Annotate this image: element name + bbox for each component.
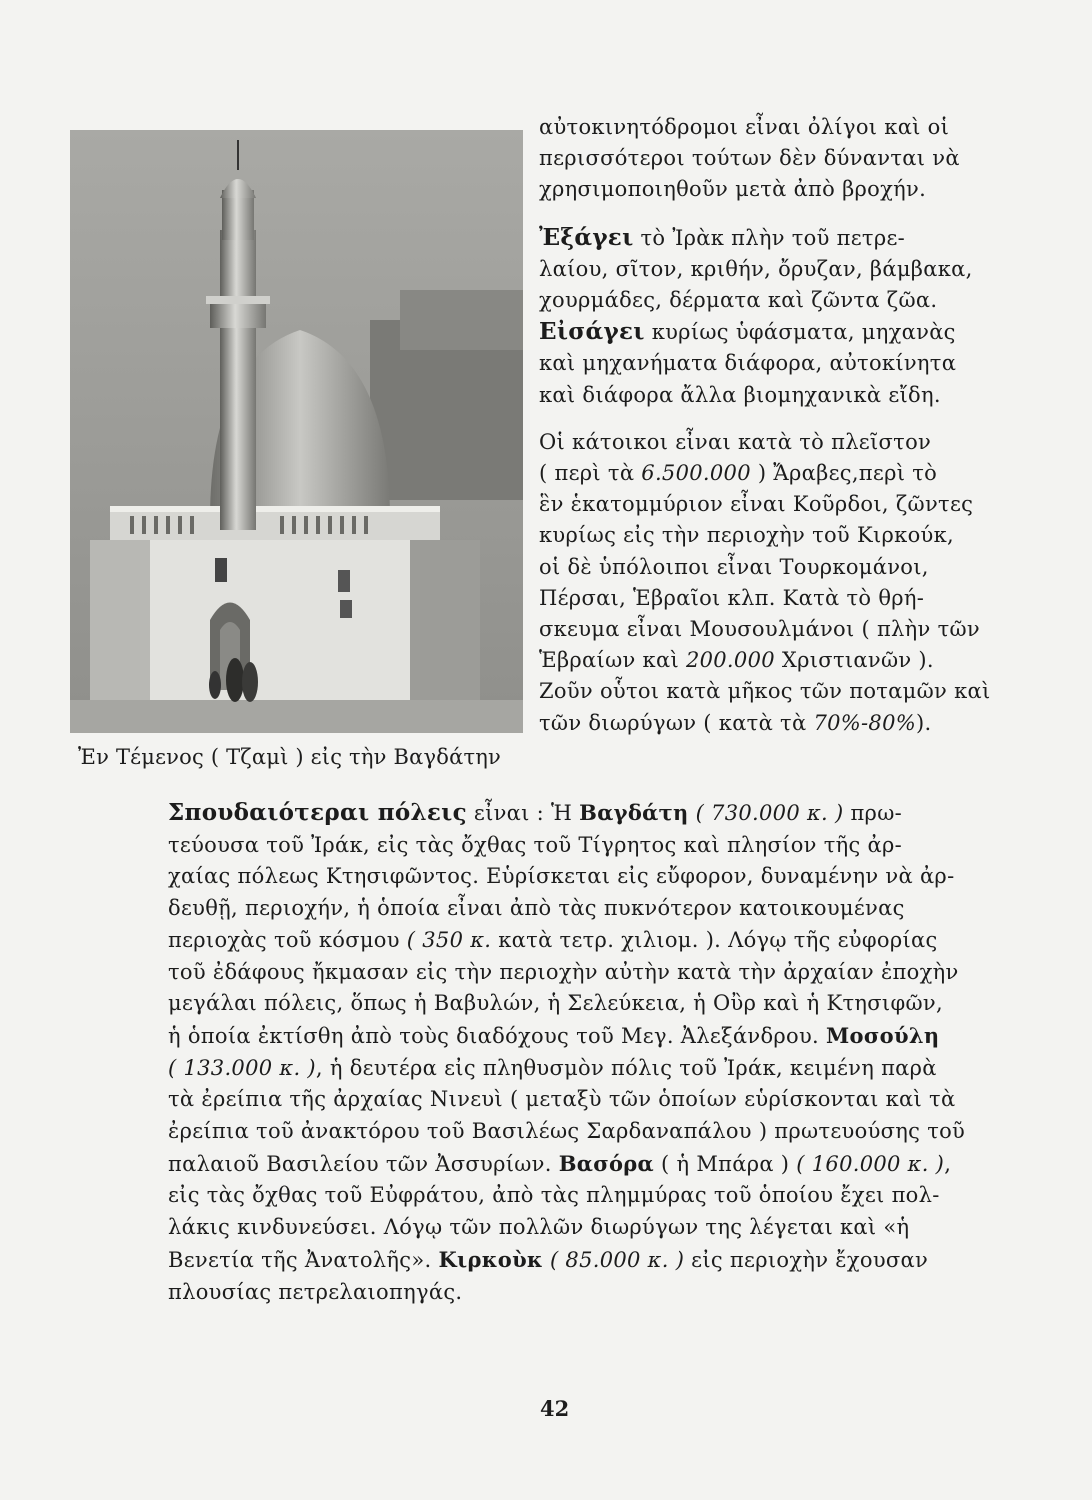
text-line: ( ἡ Μπάρα ) [654, 1151, 797, 1176]
population-figure: 6.500.000 [641, 461, 751, 486]
text-line: κατὰ τετρ. χιλιομ. ). Λόγῳ τῆς εὐφορίας [491, 927, 938, 952]
page-number: 42 [540, 1396, 570, 1421]
text-line: Χριστιανῶν ). [774, 648, 934, 673]
text-line: περισσότεροι τούτων δὲν δύνανται νὰ [539, 146, 960, 171]
photo-caption: Ἐν Τέμενος ( Τζαμὶ ) εἰς τὴν Βαγδάτην [78, 745, 502, 769]
population-figure: 200.000 [685, 648, 775, 673]
city-mosul: Μοσούλη [826, 1022, 940, 1048]
text-line: Ζοῦν οὗτοι κατὰ μῆκος τῶν ποταμῶν καὶ [539, 679, 991, 704]
right-column-text [539, 112, 991, 739]
city-basra: Βασόρα [558, 1150, 655, 1176]
mosque-photo [70, 130, 523, 733]
text-line: χρησιμοποιηθοῦν μετὰ ἀπὸ βροχήν. [539, 177, 927, 202]
text-line: πρω- [843, 801, 903, 825]
text-line: ἓν ἑκατομμύριον εἶναι Κοῦρδοι, ζῶντες [539, 492, 974, 517]
city-population: ( 160.000 κ. ) [796, 1151, 945, 1176]
city-kirkuk: Κιρκοὺκ [438, 1246, 543, 1272]
text-line: χαίας πόλεως Κτησιφῶντος. Εὑρίσκεται εἰς εὔφορον, δυναμένην νὰ ἀρ- [168, 864, 955, 889]
city-population: ( 85.000 κ. ) [542, 1247, 685, 1272]
text-line: κυρίως ὑφάσματα, μηχανὰς [644, 320, 956, 345]
city-population: ( 133.000 κ. ) [168, 1055, 316, 1080]
text-line: σκευμα εἶναι Μουσουλμάνοι ( πλὴν τῶν [539, 617, 981, 642]
text-line: αὐτοκινητόδρομοι εἶναι ὀλίγοι καὶ οἱ [539, 115, 950, 139]
text-line: οἱ δὲ ὑπόλοιποι εἶναι Τουρκομάνοι, [539, 554, 929, 579]
text-line: τεύουσα τοῦ Ἰράκ, εἰς τὰς ὄχθας τοῦ Τίγρητος καὶ πλησίον τῆς ἀρ- [168, 832, 903, 857]
text-line: , [944, 1151, 952, 1176]
text-line: ἡ ὁποία ἐκτίσθη ἀπὸ τοὺς διαδόχους τοῦ Μεγ. Ἀλεξάνδρου. [168, 1023, 826, 1048]
city-population: ( 730.000 κ. ) [688, 801, 844, 825]
text-line: ( περὶ τὰ [539, 461, 642, 486]
text-line: λαίου, σῖτον, κριθήν, ὄρυζαν, βάμβακα, [539, 256, 973, 281]
text-line: καὶ μηχανήματα διάφορα, αὐτοκίνητα [539, 351, 957, 376]
text-line: πλουσίας πετρελαιοπηγάς. [168, 1279, 463, 1304]
text-line: τὰ ἐρείπια τῆς ἀρχαίας Νινευὶ ( μεταξὺ τῶν ὁποίων εὑρίσκονται καὶ τὰ [168, 1087, 956, 1112]
text-line: τὸ Ἰρὰκ πλὴν τοῦ πετρε- [633, 225, 906, 250]
cities-paragraph [168, 797, 992, 1308]
text-line: μεγάλαι πόλεις, ὅπως ἡ Βαβυλών, ἡ Σελεύκεια, ἡ Οὒρ καὶ ἡ Κτησιφῶν, [168, 991, 943, 1016]
text-line: λάκις κινδυνεύσει. Λόγῳ τῶν πολλῶν διωρύγων της λέγεται καὶ «ἡ [168, 1215, 910, 1240]
text-line: Ἑβραίων καὶ [539, 648, 686, 673]
exports-label: Ἐξάγει [539, 223, 634, 251]
text-line: εἰς περιοχὴν ἔχουσαν [684, 1247, 929, 1272]
text-line: Οἱ κάτοικοι εἶναι κατὰ τὸ πλεῖστον [539, 429, 932, 454]
text-line: ) Ἄραβες,περὶ τὸ [750, 461, 938, 486]
text-line: παλαιοῦ Βασιλείου τῶν Ἀσσυρίων. [168, 1151, 559, 1176]
text-line: καὶ διάφορα ἄλλα βιομηχανικὰ εἴδη. [539, 382, 941, 407]
text-line: ). [916, 710, 932, 735]
text-line: περιοχὰς τοῦ κόσμου [168, 927, 407, 952]
text-line: τῶν διωρύγων ( κατὰ τὰ [539, 710, 814, 735]
text-line: ἐρείπια τοῦ ἀνακτόρου τοῦ Βασιλέως Σαρδαναπάλου ) πρωτευούσης τοῦ [168, 1119, 966, 1144]
text-line: κυρίως εἰς τὴν περιοχὴν τοῦ Κιρκούκ, [539, 523, 954, 548]
city-baghdad: Βαγδάτη [579, 800, 689, 825]
text-line: χουρμάδες, δέρματα καὶ ζῶντα ζῶα. [539, 288, 938, 313]
density-figure: ( 350 κ. [406, 927, 492, 952]
text-line: Πέρσαι, Ἑβραῖοι κλπ. Κατὰ τὸ θρή- [539, 585, 925, 610]
text-line: , ἡ δευτέρα εἰς πληθυσμὸν πόλις τοῦ Ἰράκ, κειμένη παρὰ [315, 1055, 937, 1080]
imports-label: Εἰσάγει [539, 318, 645, 346]
text-line: εἶναι : Ἡ [466, 801, 580, 825]
percentage-figure: 70%-80% [813, 710, 916, 735]
text-line: εἰς τὰς ὄχθας τοῦ Εὐφράτου, ἀπὸ τὰς πλημμύρας τοῦ ὁποίου ἔχει πολ- [168, 1183, 940, 1208]
cities-heading: Σπουδαιότεραι πόλεις [168, 799, 467, 826]
text-line: Βενετία τῆς Ἀνατολῆς». [168, 1247, 439, 1272]
text-line: τοῦ ἐδάφους ἤκμασαν εἰς τὴν περιοχὴν αὐτὴν κατὰ τὴν ἀρχαίαν ἐποχὴν [168, 959, 959, 984]
text-line: δευθῇ, περιοχήν, ἡ ὁποία εἶναι ἀπὸ τὰς πυκνότερον κατοικουμένας [168, 896, 905, 921]
